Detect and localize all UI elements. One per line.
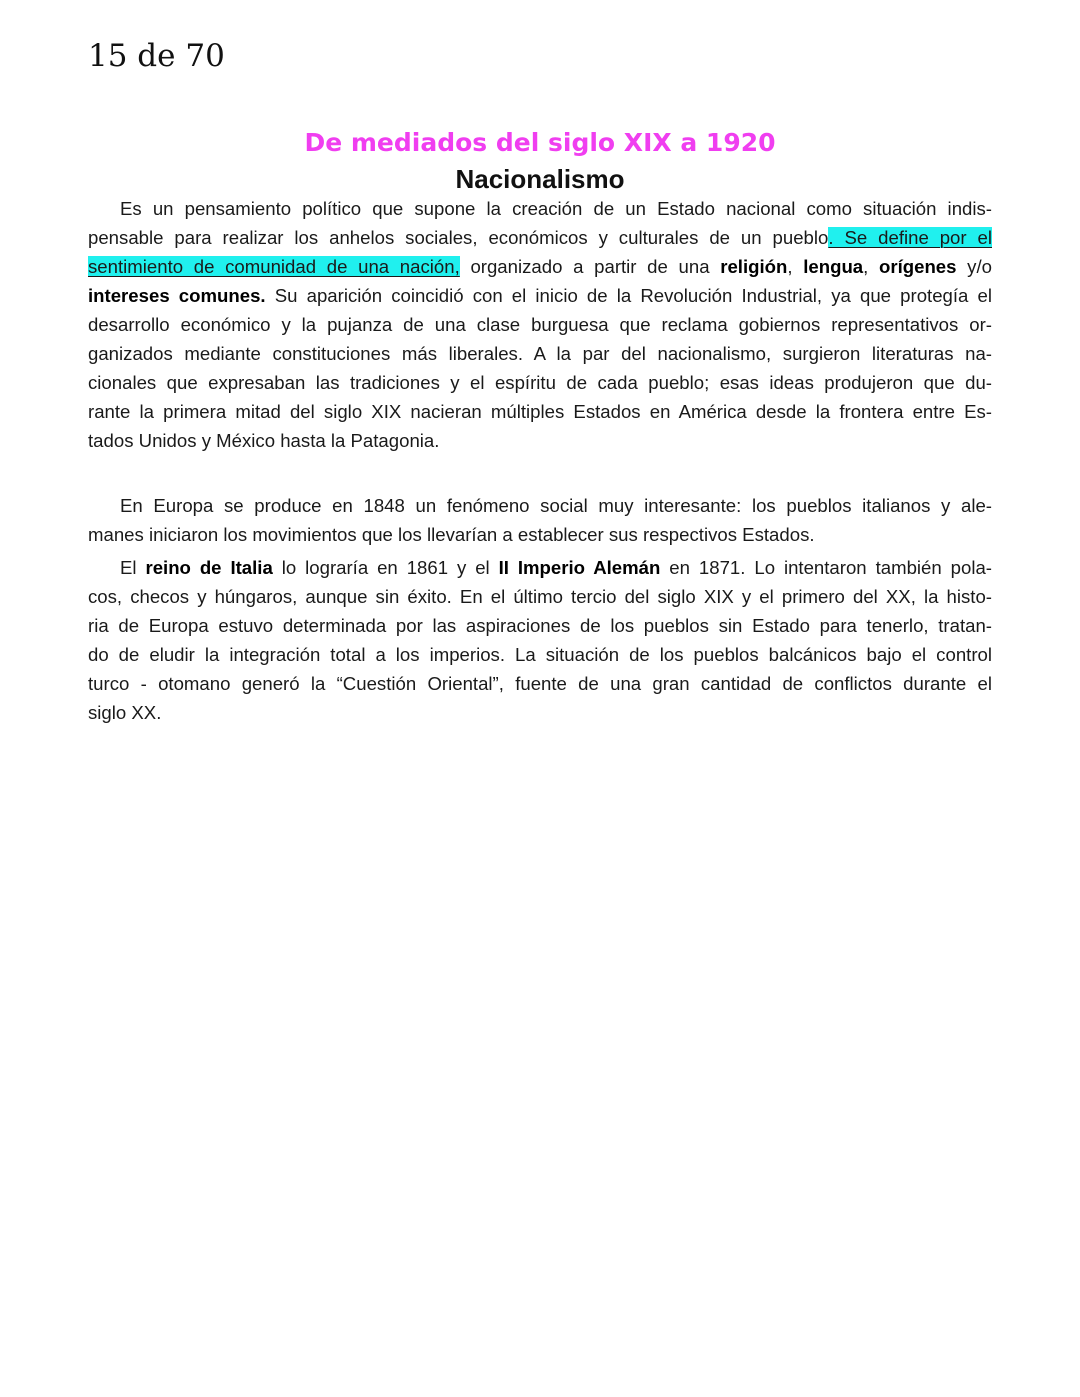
- text: pensable para realizar los anhelos sociales, económicos y culturales de un pueblo: [88, 227, 829, 248]
- text-line: [88, 281, 992, 310]
- text: cos, checos y húngaros, aunque sin éxito. En el último tercio del siglo XIX y el primero del XX, la histo-: [88, 586, 992, 607]
- text: ,: [787, 256, 804, 277]
- text-line: [88, 669, 992, 698]
- text: En Europa se produce en 1848 un fenómeno social muy interesante: los pueblos italianos y ale-: [120, 495, 992, 516]
- text: ganizados mediante constituciones más liberales. A la par del nacionalismo, surgieron literaturas na-: [88, 343, 992, 364]
- bold-text: II Imperio Alemán: [498, 557, 661, 578]
- text-line: [88, 194, 992, 223]
- section-title: De mediados del siglo XIX a 1920: [304, 128, 776, 157]
- text-line: [88, 339, 992, 368]
- bold-text: orígenes: [878, 256, 957, 277]
- text: turco - otomano generó la “Cuestión Oriental”, fuente de una gran cantidad de conflictos durante el: [88, 673, 992, 694]
- text: El: [120, 557, 146, 578]
- section-subtitle: Nacionalismo: [455, 164, 625, 194]
- text-line: [88, 640, 992, 669]
- text: tados Unidos y México hasta la Patagonia.: [88, 430, 440, 451]
- bold-text: religión: [720, 256, 788, 277]
- text-line: [88, 426, 992, 455]
- text-line: [88, 252, 992, 281]
- paragraph: [88, 491, 992, 549]
- highlighted-text: sentimiento de comunidad de una nación,: [88, 256, 460, 277]
- text-line: [88, 698, 992, 727]
- page-indicator: 15 de 70: [88, 38, 225, 74]
- text: ,: [863, 256, 879, 277]
- text: lo lograría en 1861 y el: [272, 557, 499, 578]
- text-line: [88, 397, 992, 426]
- text-line: [88, 611, 992, 640]
- highlighted-text: . Se define por el: [828, 227, 992, 248]
- text: rante la primera mitad del siglo XIX nacieran múltiples Estados en América desde la frontera entre Es-: [88, 401, 992, 422]
- text: cionales que expresaban las tradiciones y el espíritu de cada pueblo; esas ideas produjeron que du-: [88, 372, 992, 393]
- text: siglo XX.: [88, 702, 162, 723]
- text-line: [88, 368, 992, 397]
- text: do de eludir la integración total a los imperios. La situación de los pueblos balcánicos bajo el control: [88, 644, 992, 665]
- text: manes iniciaron los movimientos que los llevarían a establecer sus respectivos Estados.: [88, 524, 815, 545]
- text-line: [88, 491, 992, 520]
- text: Su aparición coincidió con el inicio de la Revolución Industrial, ya que protegía el: [265, 285, 992, 306]
- text: organizado a partir de una: [459, 256, 721, 277]
- text: Es un pensamiento político que supone la creación de un Estado nacional como situación indis-: [120, 198, 992, 219]
- paragraph: [88, 553, 992, 727]
- text-line: [88, 553, 992, 582]
- text: en 1871. Lo intentaron también pola-: [660, 557, 992, 578]
- text: desarrollo económico y la pujanza de una clase burguesa que reclama gobiernos representativos or-: [88, 314, 992, 335]
- text-line: [88, 520, 992, 549]
- text: y/o: [956, 256, 992, 277]
- bold-text: reino de Italia: [145, 557, 273, 578]
- text: ria de Europa estuvo determinada por las aspiraciones de los pueblos sin Estado para tenerlo, tratan-: [88, 615, 992, 636]
- text-line: [88, 310, 992, 339]
- text-line: [88, 582, 992, 611]
- paragraph: [88, 194, 992, 455]
- bold-text: intereses comunes.: [88, 285, 266, 306]
- bold-text: lengua: [803, 256, 864, 277]
- text-line: [88, 223, 992, 252]
